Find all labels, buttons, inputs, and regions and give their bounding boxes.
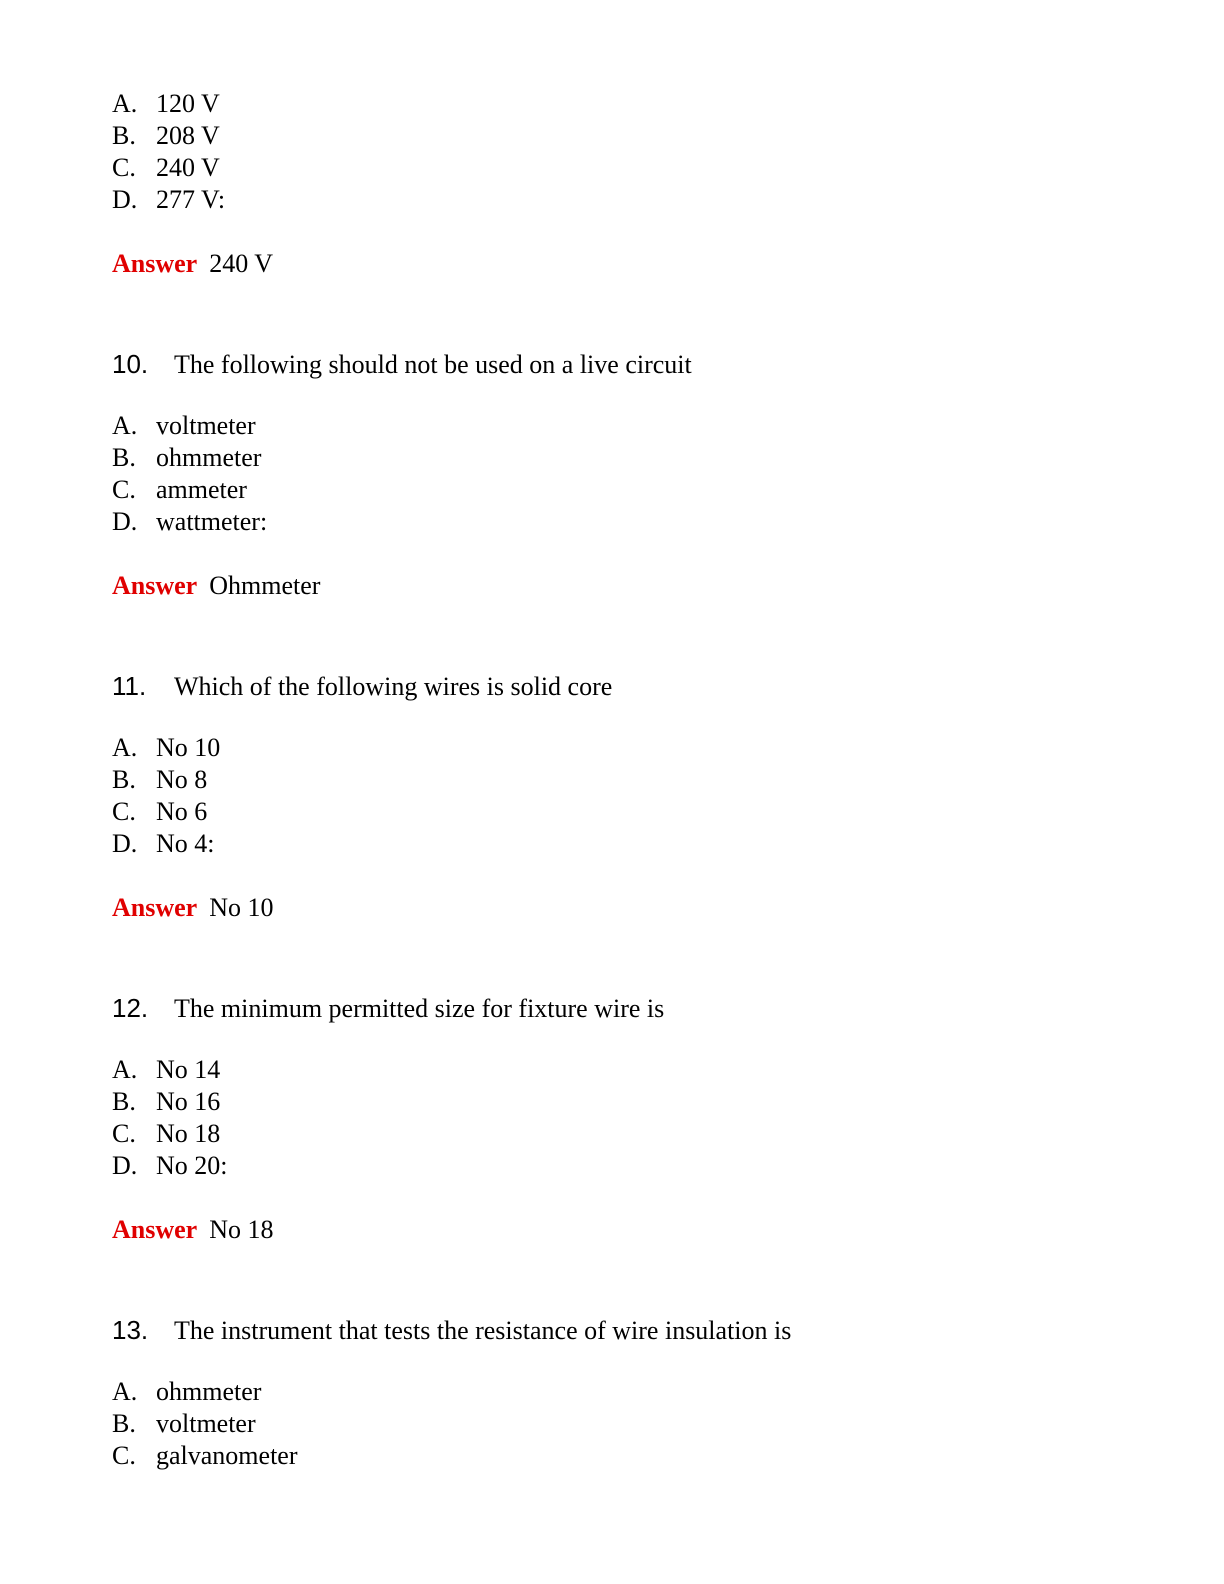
- answer-label: Answer: [112, 249, 198, 278]
- option-c: C. ammeter: [112, 475, 247, 504]
- question-text: The instrument that tests the resistance of wire insulation is: [174, 1316, 792, 1345]
- question-number: 13.: [112, 1315, 149, 1345]
- option-b: B. No 16: [112, 1087, 221, 1116]
- question-heading: [112, 670, 612, 703]
- option-d: D. 277 V:: [112, 185, 226, 214]
- answer-label: Answer: [112, 1215, 198, 1244]
- answer-label: Answer: [112, 893, 198, 922]
- option-d: D. No 4:: [112, 829, 215, 858]
- option-b: B. 208 V: [112, 121, 220, 150]
- answer-text: Ohmmeter: [209, 571, 321, 600]
- answer-text: No 18: [209, 1215, 274, 1244]
- option-a: A. No 14: [112, 1055, 221, 1084]
- answer-text: 240 V: [209, 249, 274, 278]
- option-c: C. galvanometer: [112, 1441, 298, 1470]
- answer-line: [112, 892, 274, 924]
- option-c: C. No 18: [112, 1119, 221, 1148]
- question-text: The following should not be used on a live circuit: [174, 350, 692, 379]
- question-number: 12.: [112, 993, 149, 1023]
- option-a: A. No 10: [112, 733, 221, 762]
- answer-label: Answer: [112, 571, 198, 600]
- question-text: The minimum permitted size for fixture wire is: [174, 994, 665, 1023]
- option-b: B. No 8: [112, 765, 208, 794]
- question-heading: [112, 1314, 791, 1347]
- option-c: C. 240 V: [112, 153, 220, 182]
- option-a: A. ohmmeter: [112, 1377, 262, 1406]
- option-b: B. voltmeter: [112, 1409, 256, 1438]
- question-number: 10.: [112, 349, 149, 379]
- answer-line: [112, 248, 273, 280]
- question-text: Which of the following wires is solid core: [174, 672, 613, 701]
- option-a: A. 120 V: [112, 89, 220, 118]
- question-heading: [112, 992, 664, 1025]
- option-d: D. No 20:: [112, 1151, 228, 1180]
- question-number: 11.: [112, 671, 147, 701]
- option-d: D. wattmeter:: [112, 507, 268, 536]
- question-heading: [112, 348, 692, 381]
- answer-line: [112, 570, 320, 602]
- option-c: C. No 6: [112, 797, 208, 826]
- option-a: A. voltmeter: [112, 411, 256, 440]
- answer-text: No 10: [209, 893, 274, 922]
- option-b: B. ohmmeter: [112, 443, 262, 472]
- answer-line: [112, 1214, 274, 1246]
